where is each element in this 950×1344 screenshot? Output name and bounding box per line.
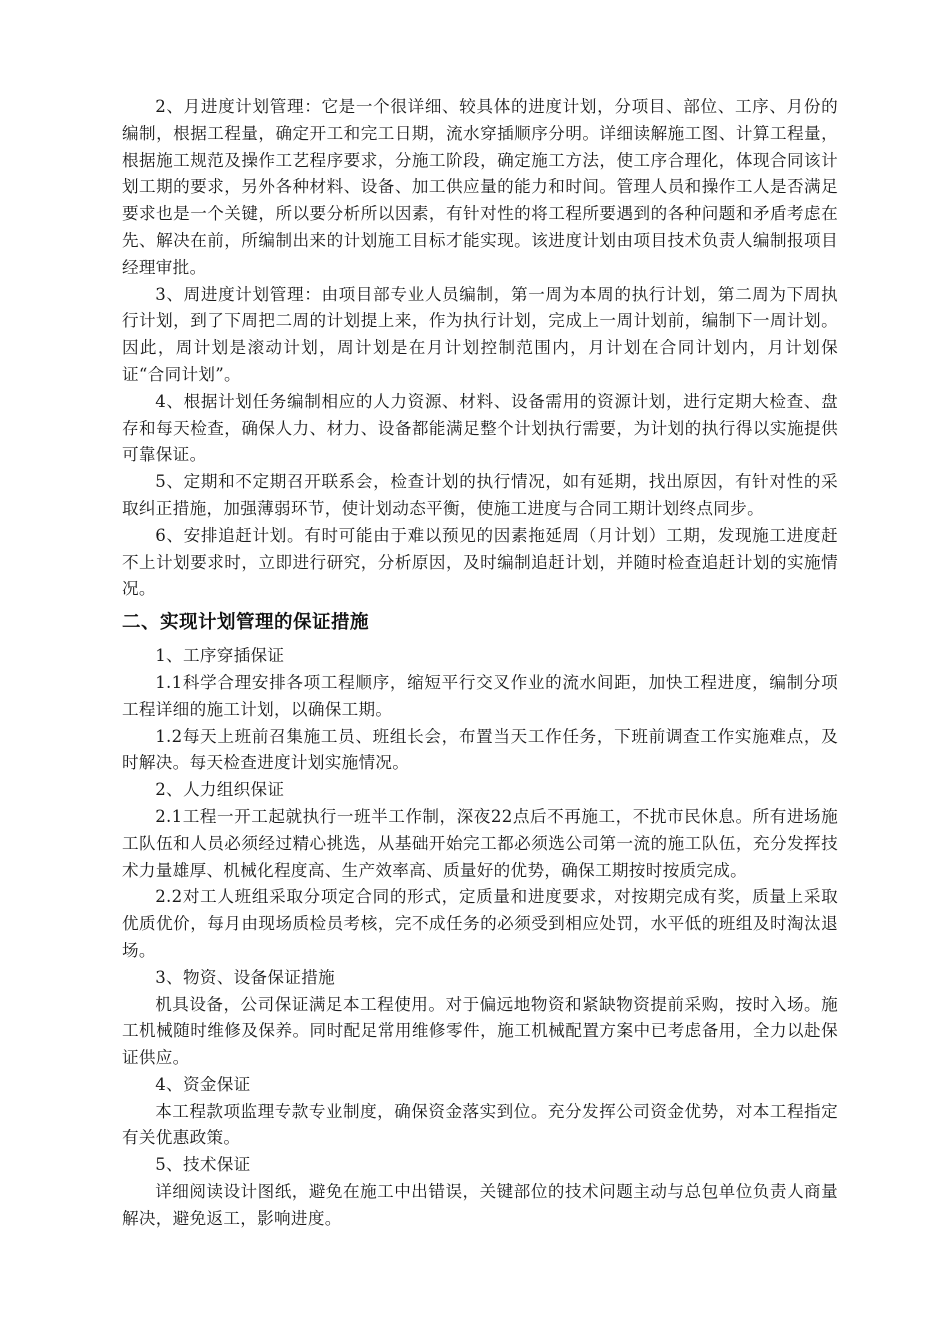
paragraph-technical: 详细阅读设计图纸，避免在施工中出错误，关键部位的技术问题主动与总包单位负责人商量解决，避免返工，影响进度。 <box>122 1182 838 1228</box>
paragraph-meetings: 5、定期和不定期召开联系会，检查计划的执行情况，如有延期，找出原因，有针对性的采取纠正措施，加强薄弱环节，使计划动态平衡，使施工进度与合同工期计划终点同步。 <box>122 472 838 518</box>
paragraph-equipment: 机具设备，公司保证满足本工程使用。对于偏远地物资和紧缺物资提前采购，按时入场。施工机械随时维修及保养。同时配足常用维修零件，施工机械配置方案中已考虑备用，全力以赴保证供应。 <box>122 994 838 1068</box>
subheading-labor-guarantee: 2、人力组织保证 <box>155 780 285 800</box>
paragraph-1-2: 1.2每天上班前召集施工员、班组长会，布置当天工作任务，下班前调查工作实施难点，及时解决。每天检查进度计划实施情况。 <box>122 726 838 773</box>
paragraph-monthly-plan: 2、月进度计划管理：它是一个很详细、较具体的进度计划，分项目、部位、工序、月份的编制，根据工程量，确定开工和完工日期，流水穿插顺序分明。详细读解施工图、计算工程量，根据施工规范及操作工艺程序要求，分施工阶段，确定施工方法，使工序合理化，体现合同该计划工期的要求，另外各种材料、设备、加工供应量的能力和时间。管理人员和操作工人是否满足要求也是一个关键，所以要分析所以因素，有针对性的将工程所要遇到的各种问题和矛盾考虑在先、解决在前，所编制出来的计划施工目标才能实现。该进度计划由项目技术负责人编制报项目经理审批。 <box>122 97 838 277</box>
subheading-funds-guarantee: 4、资金保证 <box>155 1074 251 1094</box>
section-heading-guarantee-measures: 二、实现计划管理的保证措施 <box>122 612 370 634</box>
paragraph-2-1: 2.1工程一开工起就执行一班半工作制，深夜22点后不再施工，不扰市民休息。所有进场施工队伍和人员必须经过精心挑选，从基础开始完工都必须选公司第一流的施工队伍，充分发挥技术力量雄厚、机械化程度高、生产效率高、质量好的优势，确保工期按时按质完成。 <box>122 806 838 880</box>
document-page <box>122 94 838 1233</box>
subheading-materials-guarantee: 3、物资、设备保证措施 <box>155 967 335 987</box>
paragraph-catch-up-plan: 6、安排追赶计划。有时可能由于难以预见的因素拖延周（月计划）工期，发现施工进度赶不上计划要求时，立即进行研究，分析原因，及时编制追赶计划，并随时检查追赶计划的实施情况。 <box>122 525 838 599</box>
subheading-process-guarantee: 1、工序穿插保证 <box>155 646 285 666</box>
subheading-technical-guarantee: 5、技术保证 <box>155 1155 251 1175</box>
paragraph-2-2: 2.2对工人班组采取分项定合同的形式，定质量和进度要求，对按期完成有奖，质量上采取优质优价，每月由现场质检员考核，完不成任务的必须受到相应处罚，水平低的班组及时淘汰退场。 <box>122 887 838 960</box>
paragraph-resource-plan: 4、根据计划任务编制相应的人力资源、材料、设备需用的资源计划，进行定期大检查、盘存和每天检查，确保人力、材力、设备都能满足整个计划执行需要，为计划的执行得以实施提供可靠保证。 <box>122 391 838 465</box>
paragraph-funds: 本工程款项监理专款专业制度，确保资金落实到位。充分发挥公司资金优势，对本工程指定有关优惠政策。 <box>122 1101 838 1148</box>
paragraph-1-1: 1.1科学合理安排各项工程顺序，缩短平行交叉作业的流水间距，加快工程进度，编制分项工程详细的施工计划，以确保工期。 <box>122 672 838 719</box>
paragraph-weekly-plan: 3、周进度计划管理：由项目部专业人员编制，第一周为本周的执行计划，第二周为下周执行计划，到了下周把二周的计划提上来，作为执行计划，完成上一周计划前，编制下一周计划。因此，周计划是滚动计划，周计划是在月计划控制范围内，月计划在合同计划内，月计划保证“合同计划”。 <box>122 284 838 384</box>
